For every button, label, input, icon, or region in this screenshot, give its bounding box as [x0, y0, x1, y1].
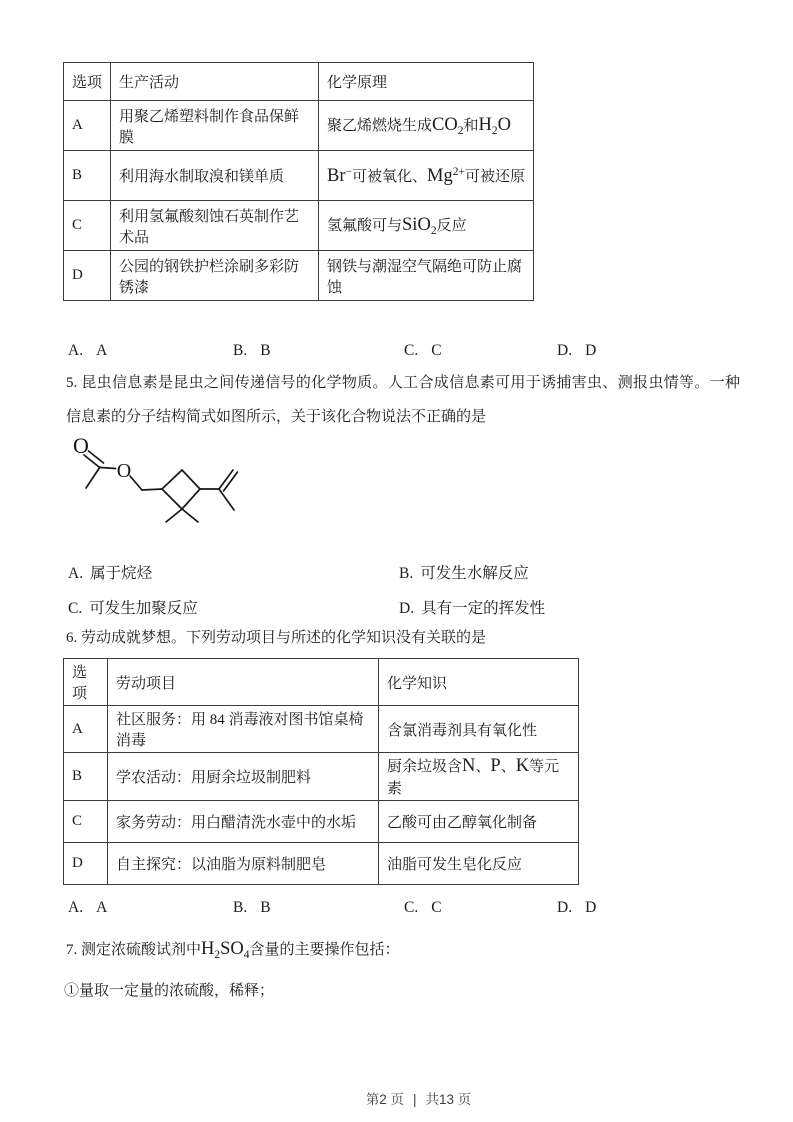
q6-header-project: 劳动项目 [108, 659, 379, 706]
choice-label: B. [233, 342, 248, 359]
q6-row-a-knowledge: 含氯消毒剂具有氧化性 [379, 706, 579, 753]
q4-header-principle: 化学原理 [319, 63, 534, 101]
total-pages-label: 共13 页 [425, 1092, 472, 1107]
q4-row-d-activity: 公园的钢铁护栏涂刷多彩防锈漆 [111, 251, 319, 301]
q5-options [68, 564, 738, 619]
option-label: D. [399, 600, 415, 617]
vinylidene-double-bond [219, 470, 238, 491]
option-text: 可发生水解反应 [420, 565, 529, 582]
table-row [64, 251, 534, 301]
choice-value: D [585, 342, 597, 359]
q6-row-d-option: D [64, 843, 108, 885]
q4-row-c-principle: 氢氟酸可与SiO$_2$反应 [319, 201, 534, 251]
q6-answer-choices [68, 898, 728, 918]
option-label: A. [68, 565, 84, 582]
q7-stem: 7. 测定浓硫酸试剂中$H_2SO_4$含量的主要操作包括： [66, 939, 400, 961]
choice-value: B [260, 342, 271, 359]
table-row [64, 753, 579, 801]
choice-label: C. [404, 899, 419, 916]
q5-option-a [68, 564, 399, 584]
q6-row-c-option: C [64, 801, 108, 843]
option-label: C. [68, 600, 83, 617]
choice-value: A [96, 899, 108, 916]
choice-value: C [431, 342, 442, 359]
q4-header-activity: 生产活动 [111, 63, 319, 101]
q4-choice-a [68, 341, 233, 361]
q4-answer-choices [68, 341, 728, 361]
q4-header-option: 选项 [64, 63, 111, 101]
table-header-row [64, 659, 579, 706]
q4-row-a-principle: 聚乙烯燃烧生成$CO_2$和$H_2O$ [319, 101, 534, 151]
isopropenyl-methyl-bond [219, 489, 234, 510]
q7-step1: ①量取一定量的浓硫酸，稀释； [64, 983, 275, 999]
q6-row-b-option: B [64, 753, 108, 801]
q6-stem: 6. 劳动成就梦想。下列劳动项目与所述的化学知识没有关联的是 [66, 630, 487, 646]
footer-separator: | [412, 1092, 417, 1107]
q4-row-a-option: A [64, 101, 111, 151]
q4-row-d-option: D [64, 251, 111, 301]
q4-row-a-activity: 用聚乙烯塑料制作食品保鲜膜 [111, 101, 319, 151]
table-header-row [64, 63, 534, 101]
choice-value: D [585, 899, 597, 916]
q5-option-d [399, 599, 738, 619]
choice-value: B [260, 899, 271, 916]
choice-label: D. [557, 899, 573, 916]
q4-principle-table [63, 62, 534, 301]
cyclobutane-ring [162, 470, 200, 509]
q6-row-d-project: 自主探究：以油脂为原料制肥皂 [108, 843, 379, 885]
q6-choice-a [68, 898, 233, 918]
q6-row-b-project: 学农活动：用厨余垃圾制肥料 [108, 753, 379, 801]
choice-value: C [431, 899, 442, 916]
q4-choice-c [404, 341, 557, 361]
q6-header-knowledge: 化学知识 [379, 659, 579, 706]
choice-label: C. [404, 342, 419, 359]
table-row [64, 843, 579, 885]
choice-label: B. [233, 899, 248, 916]
table-row [64, 101, 534, 151]
q6-row-d-knowledge: 油脂可发生皂化反应 [379, 843, 579, 885]
option-text: 可发生加聚反应 [89, 600, 198, 617]
choice-value: A [96, 342, 108, 359]
q6-header-option: 选项 [64, 659, 108, 706]
table-row [64, 201, 534, 251]
ch2-ring-bond [142, 489, 162, 490]
q4-row-b-activity: 利用海水制取溴和镁单质 [111, 151, 319, 201]
q6-knowledge-table [63, 658, 579, 885]
option-label: B. [399, 565, 414, 582]
acetyl-methyl-bond [86, 467, 100, 488]
choice-label: A. [68, 899, 84, 916]
page-number [366, 1088, 472, 1108]
q4-choice-b [233, 341, 404, 361]
gem-dimethyl-bonds [166, 509, 198, 522]
q4-row-b-option: B [64, 151, 111, 201]
q5-option-b [399, 564, 738, 584]
q4-choice-d [557, 341, 728, 361]
carbonyl-oxygen-label: O [73, 433, 89, 458]
q6-row-c-knowledge: 乙酸可由乙醇氧化制备 [379, 801, 579, 843]
pheromone-structure-diagram [62, 432, 312, 547]
table-row [64, 801, 579, 843]
q4-row-c-activity: 利用氢氟酸刻蚀石英制作艺术品 [111, 201, 319, 251]
ester-c-o-bond [101, 468, 116, 469]
choice-label: A. [68, 342, 84, 359]
page-footer [0, 1088, 793, 1108]
option-text: 属于烷烃 [90, 565, 153, 582]
q6-row-a-option: A [64, 706, 108, 753]
q4-row-d-principle: 钢铁与潮湿空气隔绝可防止腐蚀 [319, 251, 534, 301]
q4-row-b-principle: Br−可被氧化、$Mg^{2+}$可被还原 [319, 151, 534, 201]
q6-choice-b [233, 898, 404, 918]
choice-label: D. [557, 342, 573, 359]
q5-stem: 5. 昆虫信息素是昆虫之间传递信号的化学物质。人工合成信息素可用于诱捕害虫、测报虫情等。一种信息素的分子结构简式如图所示，关于该化合物说法不正确的是 [66, 375, 740, 425]
ester-oxygen-label: O [116, 460, 132, 482]
table-row [64, 151, 534, 201]
q6-row-c-project: 家务劳动：用白醋清洗水壶中的水垢 [108, 801, 379, 843]
q6-choice-c [404, 898, 557, 918]
q6-row-b-knowledge: 厨余垃圾含N、P、K等元素 [379, 753, 579, 801]
q4-row-c-option: C [64, 201, 111, 251]
q5-option-c [68, 599, 399, 619]
current-page-label: 第2 页 [365, 1092, 404, 1107]
ester-o-ch2-bond [130, 476, 142, 490]
option-text: 具有一定的挥发性 [421, 600, 546, 617]
q6-choice-d [557, 898, 728, 918]
table-row [64, 706, 579, 753]
q6-row-a-project: 社区服务：用 84 消毒液对图书馆桌椅消毒 [108, 706, 379, 753]
